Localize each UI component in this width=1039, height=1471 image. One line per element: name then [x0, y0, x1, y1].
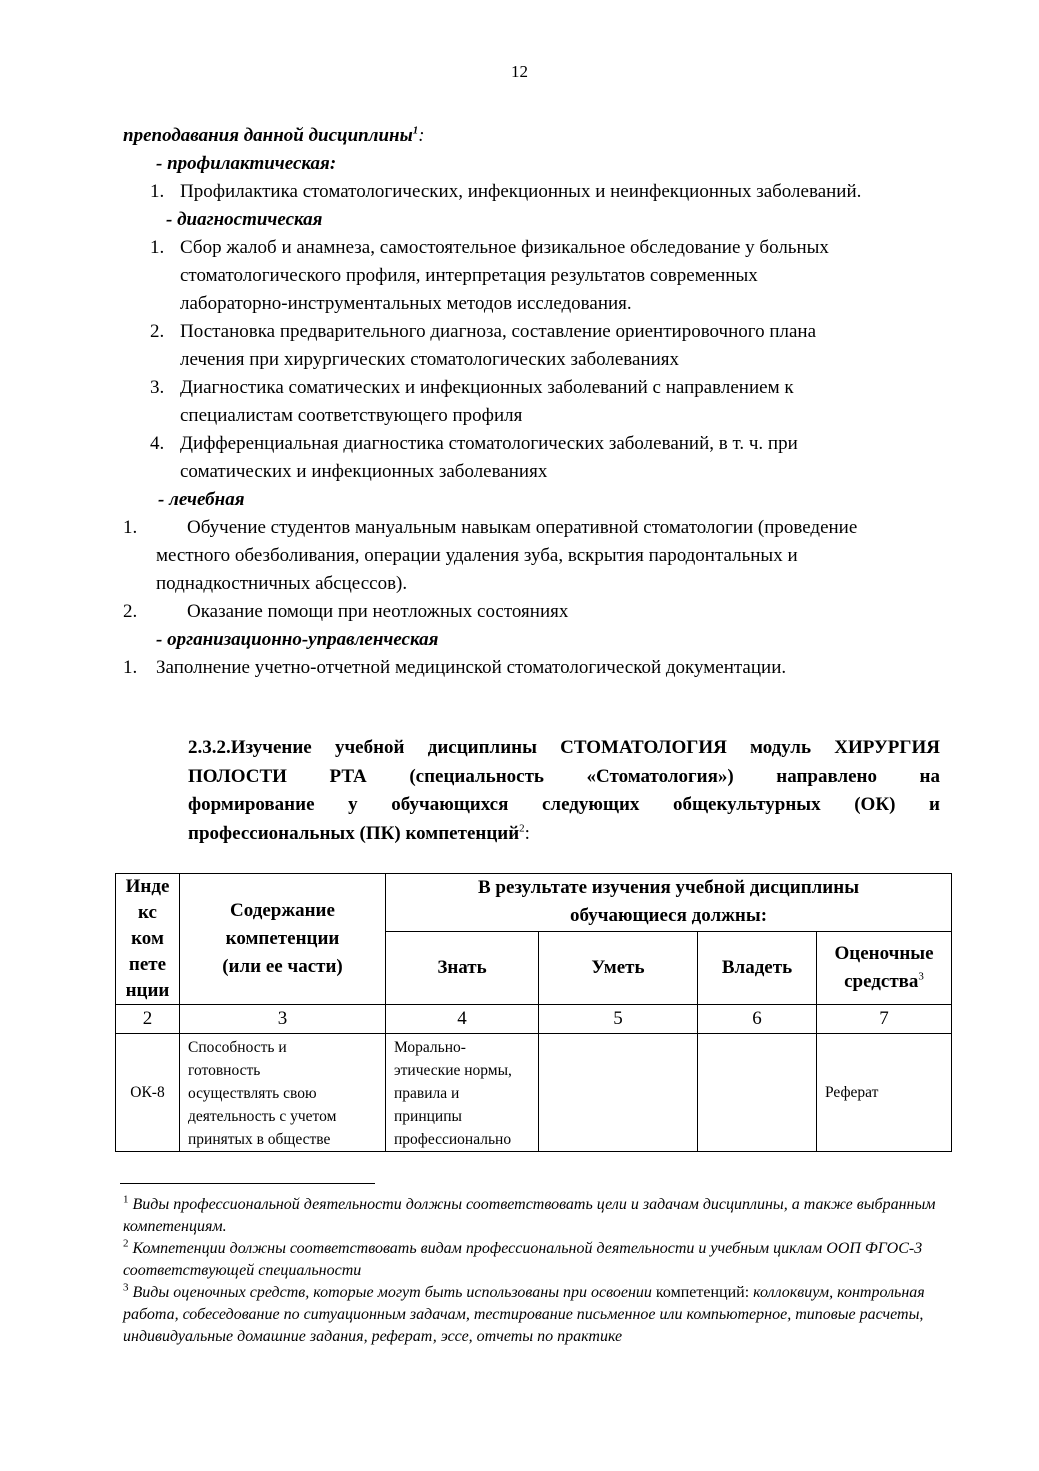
- cell-line: готовность: [188, 1062, 261, 1079]
- heading-line-last: [188, 820, 940, 849]
- cell-line: Способность и: [188, 1039, 287, 1056]
- header-index-line: пете: [128, 954, 167, 975]
- column-number: 6: [698, 1005, 817, 1034]
- list-item-cont: поднадкостничных абсцессов).: [156, 573, 408, 594]
- cell-can: [539, 1034, 698, 1152]
- header-results-line: В результате изучения учебной дисциплины: [478, 877, 860, 899]
- header-index-line: кс: [138, 902, 157, 923]
- section-title-prophylactic: - профилактическая:: [156, 153, 337, 174]
- list-item-cont: соматических и инфекционных заболеваниях: [180, 461, 548, 482]
- intro-line: [123, 122, 425, 150]
- table-header-row: [116, 874, 952, 932]
- intro-colon: :: [418, 125, 425, 146]
- list-item-cont: лабораторно-инструментальных методов исследования.: [180, 293, 632, 314]
- footnote-1: [123, 1194, 953, 1238]
- header-index: [116, 874, 180, 1005]
- column-number-row: [116, 1005, 952, 1034]
- list-number: 1.: [123, 657, 138, 678]
- header-results-line: обучающиеся должны:: [569, 905, 768, 927]
- list-item: Постановка предварительного диагноза, составление ориентировочного плана: [180, 321, 817, 342]
- header-content-line: Содержание: [230, 900, 335, 921]
- section-heading: [188, 734, 940, 848]
- header-content-line: компетенции: [225, 928, 340, 949]
- header-content-line: (или ее части): [222, 956, 343, 977]
- footnote-ref-3[interactable]: 3: [918, 970, 924, 983]
- table-row: [116, 1034, 952, 1152]
- cell-index: ОК-8: [116, 1034, 180, 1152]
- list-item-cont: местного обезболивания, операции удаления зуба, вскрытия пародонтальных и: [156, 545, 798, 566]
- cell-assessment: Реферат: [817, 1034, 952, 1152]
- competence-table: [115, 873, 952, 1152]
- list-number: 2.: [123, 601, 138, 622]
- list-number: 4.: [150, 433, 165, 454]
- list-item: Профилактика стоматологических, инфекционных и неинфекционных заболеваний.: [180, 181, 862, 202]
- footnote-ref-2[interactable]: 2: [519, 822, 525, 835]
- cell-content: [180, 1034, 386, 1152]
- page-number: 12: [511, 62, 528, 81]
- heading-line: формирование у обучающихся следующих общекультурных (ОК) и: [188, 794, 940, 815]
- footnote-text: Компетенции должны соответствовать видам профессиональной деятельности и учебным циклам ООП ФГОС-3 соответствующей специальности: [123, 1240, 923, 1279]
- list-number: 2.: [150, 321, 165, 342]
- footnote-text: Виды оценочных средств, которые могут быть использованы при освоении: [132, 1284, 652, 1301]
- header-know: Знать: [386, 931, 539, 1004]
- cell-line: этические нормы,: [394, 1062, 512, 1079]
- cell-line: профессионально: [394, 1131, 512, 1148]
- footnote-text-normal: компетенций:: [651, 1284, 750, 1301]
- footnote-mark: 2: [123, 1237, 129, 1250]
- heading-colon: :: [524, 822, 530, 844]
- column-number: 2: [116, 1005, 180, 1034]
- section-title-diagnostic: - диагностическая: [166, 209, 323, 230]
- cell-line: принципы: [394, 1108, 462, 1125]
- footnote-text: Виды профессиональной деятельности должны соответствовать цели и задачам дисциплины, а также выбранным компетенциям.: [123, 1196, 936, 1235]
- heading-line: ПОЛОСТИ РТА (специальность «Стоматология») направлено на: [188, 765, 940, 787]
- list-item-cont: специалистам соответствующего профиля: [180, 405, 523, 426]
- cell-line: принятых в обществе: [188, 1131, 331, 1148]
- header-assessment: [817, 931, 952, 1004]
- footnote-separator: [120, 1183, 375, 1184]
- list-number: 1.: [150, 181, 165, 202]
- cell-master: [698, 1034, 817, 1152]
- header-assessment-line: Оценочные: [834, 942, 934, 964]
- list-number: 3.: [150, 377, 165, 398]
- header-assessment-text: средства: [844, 970, 919, 992]
- footnotes: [123, 1194, 953, 1348]
- footnote-2: [123, 1238, 953, 1282]
- cell-line: осуществлять свою: [188, 1085, 317, 1102]
- header-results: [386, 874, 952, 932]
- cell-line: правила и: [394, 1085, 460, 1102]
- footnote-3: [123, 1282, 953, 1348]
- column-number: 3: [180, 1005, 386, 1034]
- list-item-cont: лечения при хирургических стоматологических заболеваниях: [180, 349, 680, 370]
- intro-text: преподавания данной дисциплины: [123, 125, 413, 146]
- column-number: 7: [817, 1005, 952, 1034]
- column-number: 5: [539, 1005, 698, 1034]
- list-item: Заполнение учетно-отчетной медицинской стоматологической документации.: [156, 657, 787, 678]
- header-index-line: нции: [125, 980, 170, 1001]
- list-item-cont: стоматологического профиля, интерпретация результатов современных: [180, 265, 758, 286]
- footnote-ref-1[interactable]: 1: [412, 124, 419, 137]
- cell-know: [386, 1034, 539, 1152]
- header-master: Владеть: [698, 931, 817, 1004]
- list-item: Оказание помощи при неотложных состояниях: [187, 601, 569, 622]
- list-item: Дифференциальная диагностика стоматологических заболеваний, в т. ч. при: [180, 433, 798, 454]
- cell-line: деятельность с учетом: [188, 1108, 337, 1125]
- column-number: 4: [386, 1005, 539, 1034]
- header-assessment-line2: [817, 968, 951, 996]
- cell-line: Морально-: [394, 1039, 466, 1056]
- footnote-text-rest: коллоквиум, контрольная работа, собеседование по ситуационным задачам, тестирование письменное или компьютерное, типовые расчеты, индивидуальные домашние задания, реферат, эссе, отчеты по практике: [123, 1284, 925, 1345]
- footnote-mark: 3: [123, 1281, 129, 1294]
- header-index-line: ком: [131, 928, 164, 949]
- header-content: [180, 874, 386, 1005]
- list-number: 1.: [123, 517, 138, 538]
- section-title-treatment: - лечебная: [158, 489, 245, 510]
- list-item: Сбор жалоб и анамнеза, самостоятельное физикальное обследование у больных: [180, 237, 829, 258]
- list-item: Обучение студентов мануальным навыкам оперативной стоматологии (проведение: [187, 517, 858, 538]
- section-title-organizational: - организационно-управленческая: [156, 629, 439, 650]
- list-number: 1.: [150, 237, 165, 258]
- heading-line-text: профессиональных (ПК) компетенций: [188, 822, 520, 844]
- list-item: Диагностика соматических и инфекционных заболеваний с направлением к: [180, 377, 794, 398]
- heading-line: 2.3.2.Изучение учебной дисциплины СТОМАТОЛОГИЯ модуль ХИРУРГИЯ: [188, 737, 940, 758]
- footnote-mark: 1: [123, 1193, 129, 1206]
- header-can: Уметь: [539, 931, 698, 1004]
- header-index-line: Инде: [125, 876, 170, 897]
